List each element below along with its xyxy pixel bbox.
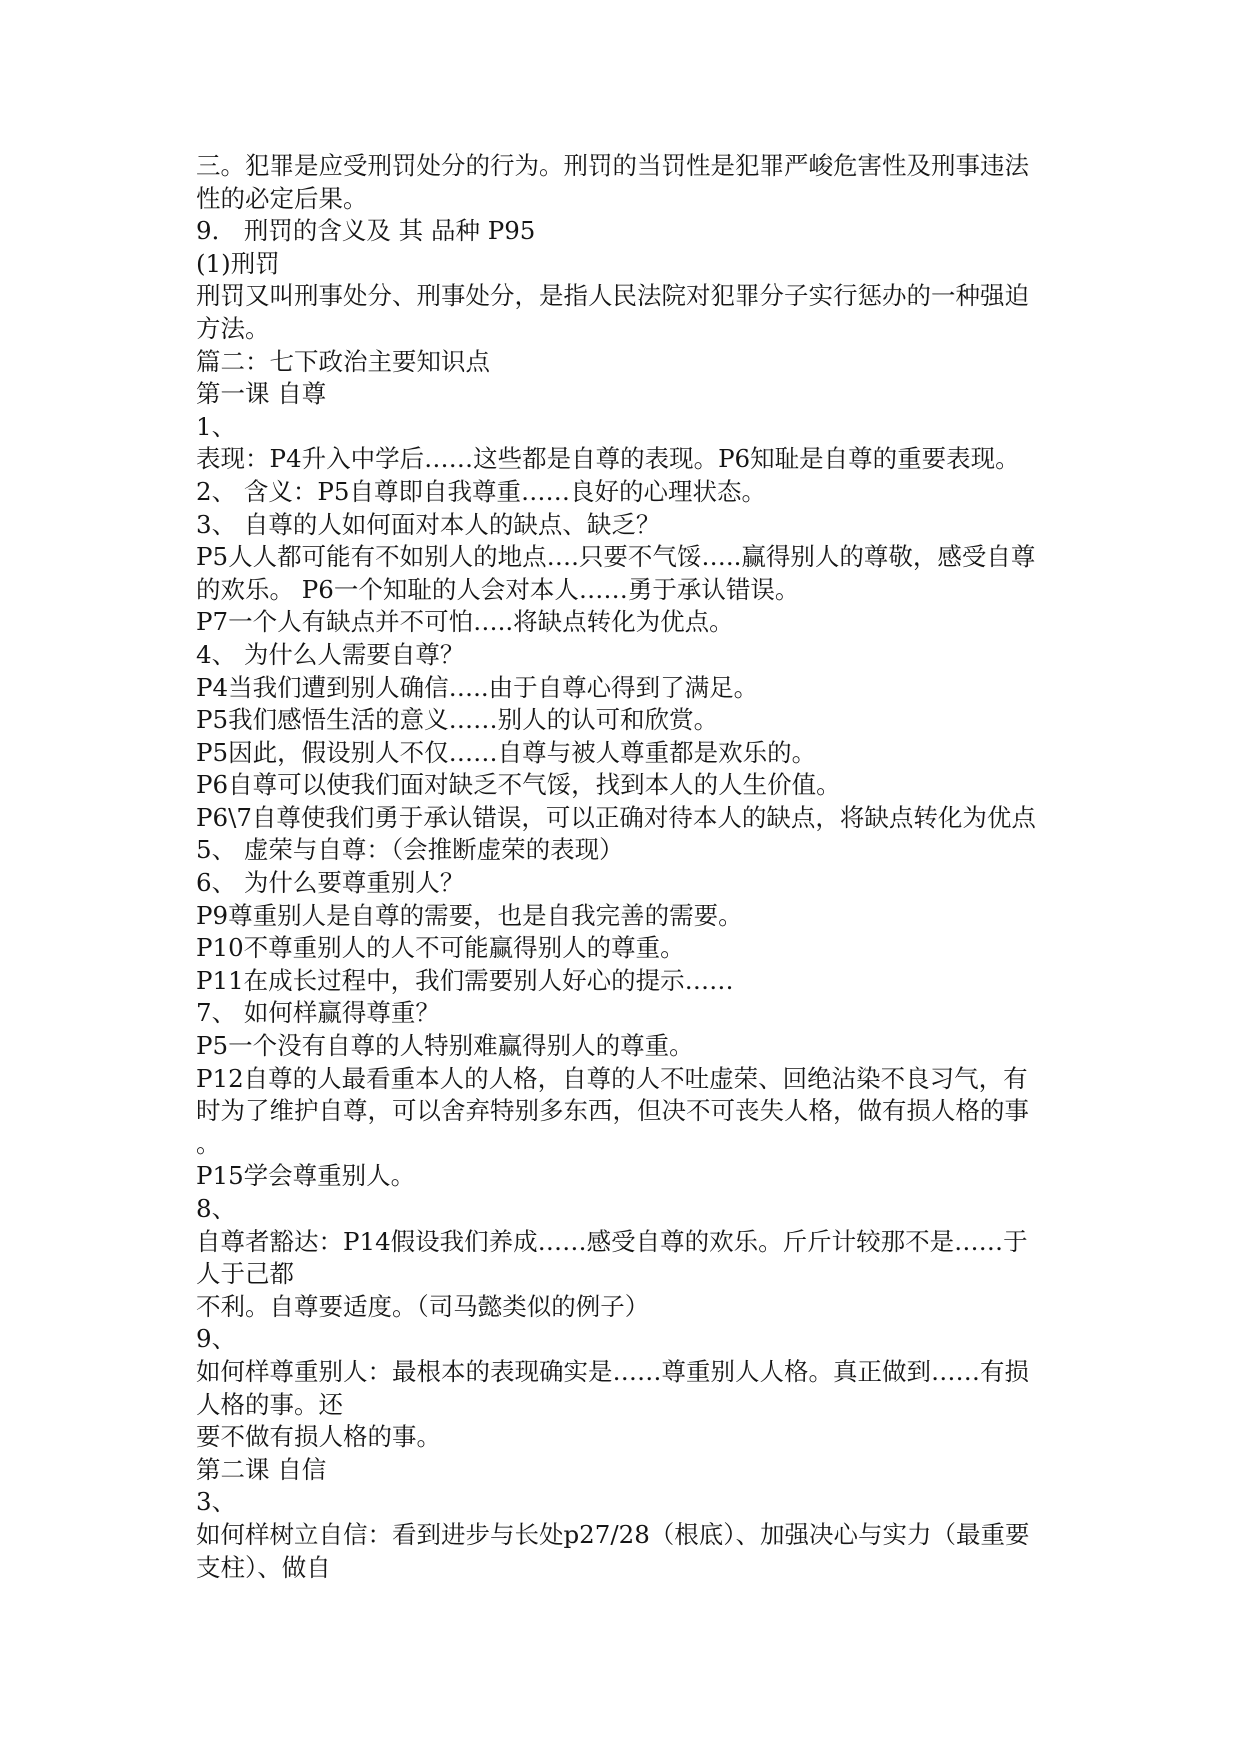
- text-line: 时为了维护自尊，可以舍弃特别多东西，但决不可丧失人格，做有损人格的事: [196, 1096, 1029, 1126]
- text-line: 方法。: [196, 313, 270, 343]
- text-line: P5人人都可能有不如别人的地点….只要不气馁…..赢得别人的尊敬，感受自尊: [196, 542, 1036, 572]
- text-line: 2、 含义：P5自尊即自我尊重……良好的心理状态。: [196, 476, 766, 506]
- text-line: 不利。自尊要适度。（司马懿类似的例子）: [196, 1291, 650, 1321]
- item-number: 1、: [196, 411, 237, 441]
- item-number: 9、: [196, 1324, 237, 1354]
- text-line: P7一个人有缺点并不可怕…..将缺点转化为优点。: [196, 607, 734, 637]
- text-line: P10不尊重别人的人不可能赢得别人的尊重。: [196, 933, 685, 963]
- item-number: 3、: [196, 1487, 237, 1517]
- text-line: P6\7自尊使我们勇于承认错误，可以正确对待本人的缺点，将缺点转化为优点: [196, 802, 1036, 832]
- section-heading: 9． 刑罚的含义及 其 品种 P95: [196, 216, 536, 246]
- text-line: 3、 自尊的人如何面对本人的缺点、缺乏？: [196, 509, 661, 539]
- text-line: P4当我们遭到别人确信…..由于自尊心得到了满足。: [196, 672, 759, 702]
- text-line: 。: [196, 1128, 221, 1158]
- text-line: P15学会尊重别人。: [196, 1161, 416, 1191]
- text-line: P9尊重别人是自尊的需要，也是自我完善的需要。: [196, 900, 743, 930]
- text-line: 的欢乐。 P6一个知耻的人会对本人……勇于承认错误。: [196, 574, 800, 604]
- item-number: 8、: [196, 1194, 237, 1223]
- chapter-title: 篇二：七下政治主要知识点: [196, 346, 490, 376]
- text-line: 5、 虚荣与自尊：（会推断虚荣的表现）: [196, 835, 624, 865]
- text-line: 如何样尊重别人：最根本的表现确实是……尊重别人人格。真正做到……有损: [196, 1356, 1029, 1386]
- subheading: (1)刑罚: [196, 248, 280, 278]
- text-line: 要不做有损人格的事。: [196, 1422, 441, 1452]
- lesson-title: 第二课 自信: [196, 1454, 327, 1484]
- text-line: P6自尊可以使我们面对缺乏不气馁，找到本人的人生价值。: [196, 770, 841, 800]
- text-line: 性的必定后果。: [196, 183, 368, 213]
- text-line: 刑罚又叫刑事处分、刑事处分，是指人民法院对犯罪分子实行惩办的一种强迫: [196, 281, 1029, 311]
- text-line: P5因此，假设别人不仅……自尊与被人尊重都是欢乐的。: [196, 737, 817, 767]
- text-line: 7、 如何样赢得尊重？: [196, 998, 440, 1028]
- text-line: 如何样树立自信：看到进步与长处p27/28（根底）、加强决心与实力（最重要: [196, 1519, 1030, 1549]
- text-line: 6、 为什么要尊重别人？: [196, 868, 465, 898]
- text-line: P5我们感悟生活的意义……别人的认可和欣赏。: [196, 705, 719, 735]
- text-line: P5一个没有自尊的人特别难赢得别人的尊重。: [196, 1031, 694, 1061]
- text-line: 支柱）、做自: [196, 1552, 331, 1582]
- document-body: [196, 150, 1051, 1584]
- text-line: 自尊者豁达：P14假设我们养成……感受自尊的欢乐。斤斤计较那不是……于: [196, 1226, 1028, 1256]
- text-line: 人格的事。还: [196, 1389, 343, 1419]
- text-line: P12自尊的人最看重本人的人格，自尊的人不吐虚荣、回绝沾染不良习气，有: [196, 1063, 1028, 1093]
- lesson-title: 第一课 自尊: [196, 379, 327, 409]
- text-line: 三。犯罪是应受刑罚处分的行为。刑罚的当罚性是犯罪严峻危害性及刑事违法: [196, 151, 1029, 180]
- text-line: 人于己都: [196, 1259, 294, 1289]
- text-line: 表现：P4升入中学后……这些都是自尊的表现。P6知耻是自尊的重要表现。: [196, 444, 1020, 474]
- text-line: P11在成长过程中，我们需要别人好心的提示……: [196, 965, 734, 995]
- text-line: 4、 为什么人需要自尊？: [196, 639, 465, 669]
